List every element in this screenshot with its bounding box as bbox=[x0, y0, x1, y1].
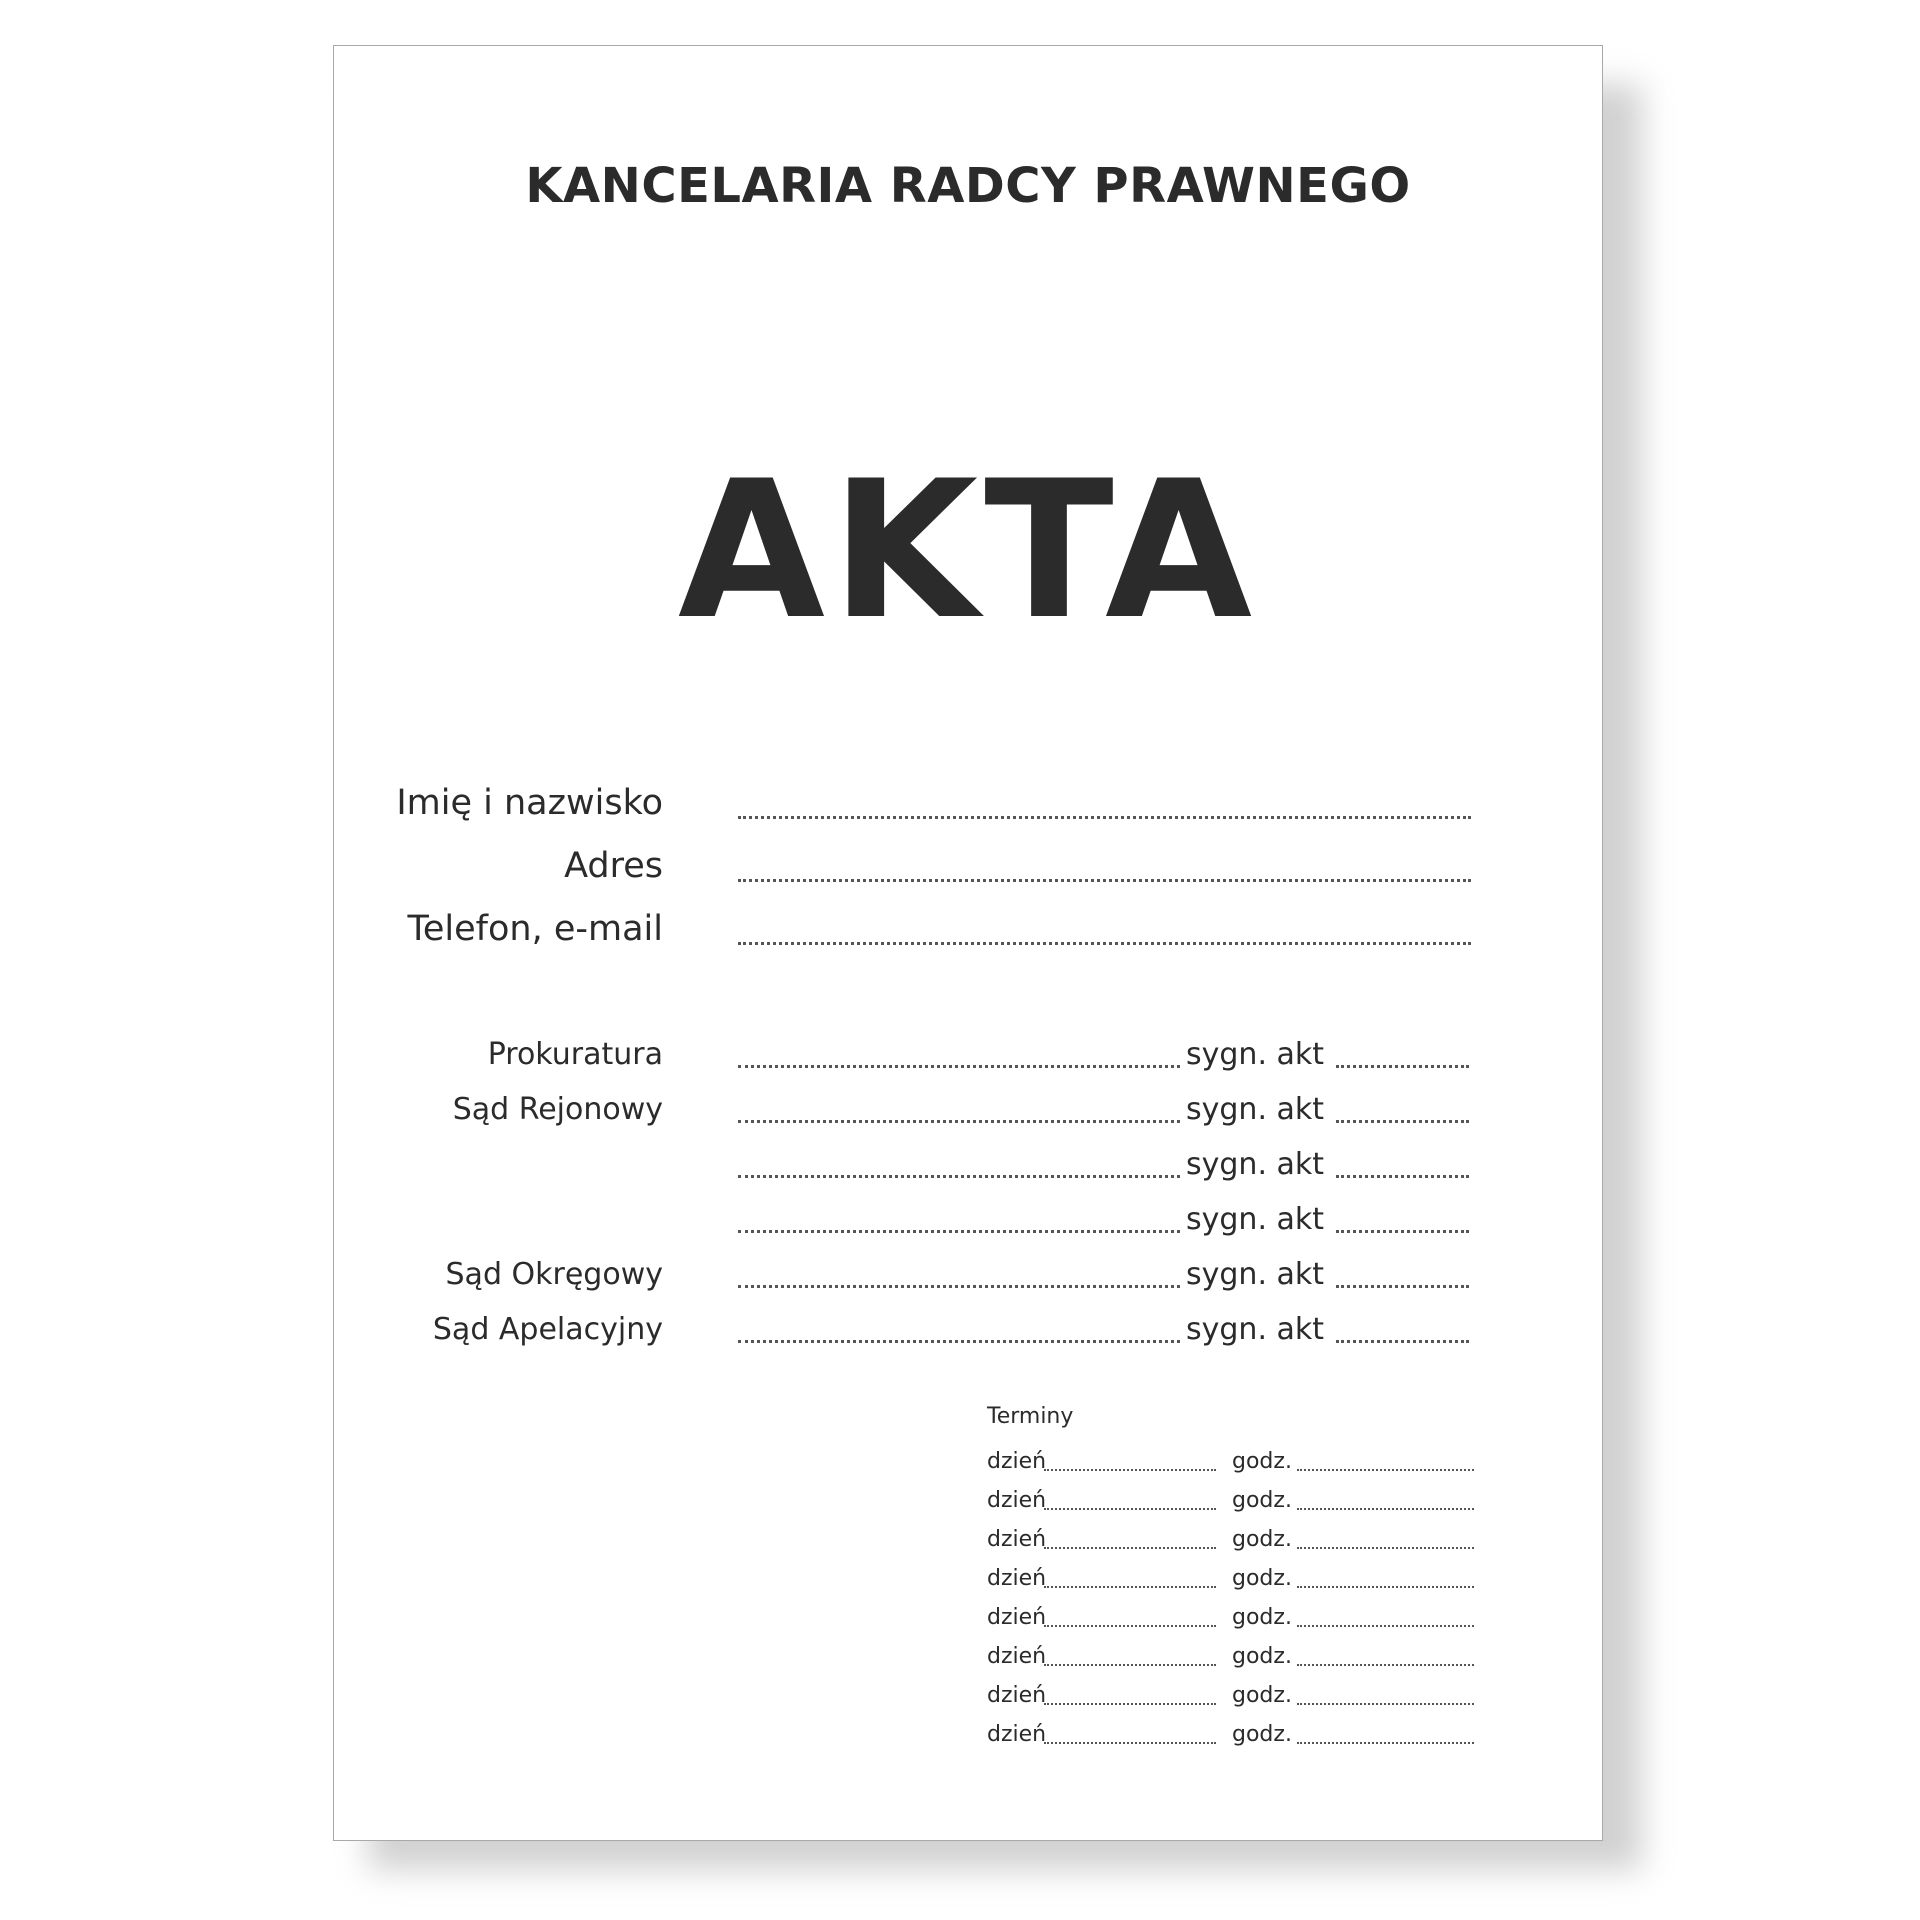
dotted-line bbox=[1297, 1508, 1474, 1510]
day-label: dzień bbox=[987, 1722, 1047, 1747]
dotted-line bbox=[738, 1065, 1180, 1068]
document-title: AKTA bbox=[677, 440, 1259, 661]
dotted-line bbox=[738, 816, 1471, 819]
case-ref-label: sygn. akt bbox=[1186, 1147, 1325, 1182]
deadline-row bbox=[334, 1602, 1604, 1634]
dotted-line bbox=[1044, 1469, 1216, 1471]
case-ref-label: sygn. akt bbox=[1186, 1312, 1325, 1347]
deadline-row bbox=[334, 1485, 1604, 1517]
court-label: Sąd Apelacyjny bbox=[432, 1312, 663, 1347]
dotted-line bbox=[1297, 1469, 1474, 1471]
day-label: dzień bbox=[987, 1449, 1047, 1474]
dotted-line bbox=[738, 1120, 1180, 1123]
dotted-line bbox=[1297, 1625, 1474, 1627]
court-label: Sąd Okręgowy bbox=[445, 1257, 663, 1292]
case-ref-label: sygn. akt bbox=[1186, 1037, 1325, 1072]
dotted-line bbox=[1336, 1175, 1469, 1178]
dotted-line bbox=[1044, 1703, 1216, 1705]
field-address bbox=[334, 842, 1604, 892]
field-label: Adres bbox=[564, 846, 663, 886]
field-label: Telefon, e-mail bbox=[407, 909, 663, 949]
deadlines-title: Terminy bbox=[987, 1404, 1074, 1429]
dotted-line bbox=[1044, 1547, 1216, 1549]
court-label: Prokuratura bbox=[487, 1037, 663, 1072]
deadline-row bbox=[334, 1719, 1604, 1751]
deadline-row bbox=[334, 1563, 1604, 1595]
court-row-okregowy bbox=[334, 1251, 1604, 1297]
dotted-line bbox=[1336, 1065, 1469, 1068]
document-cover bbox=[333, 45, 1603, 1841]
deadline-row bbox=[334, 1524, 1604, 1556]
dotted-line bbox=[1297, 1664, 1474, 1666]
hour-label: godz. bbox=[1232, 1683, 1292, 1708]
dotted-line bbox=[1297, 1703, 1474, 1705]
dotted-line bbox=[1297, 1547, 1474, 1549]
hour-label: godz. bbox=[1232, 1566, 1292, 1591]
court-row-rejonowy bbox=[334, 1086, 1604, 1132]
dotted-line bbox=[1336, 1230, 1469, 1233]
day-label: dzień bbox=[987, 1488, 1047, 1513]
dotted-line bbox=[738, 879, 1471, 882]
dotted-line bbox=[738, 1340, 1180, 1343]
dotted-line bbox=[738, 1230, 1180, 1233]
hour-label: godz. bbox=[1232, 1605, 1292, 1630]
field-contact bbox=[334, 905, 1604, 955]
dotted-line bbox=[1336, 1340, 1469, 1343]
court-row-blank-2 bbox=[334, 1196, 1604, 1242]
day-label: dzień bbox=[987, 1683, 1047, 1708]
dotted-line bbox=[738, 942, 1471, 945]
deadline-row bbox=[334, 1446, 1604, 1478]
day-label: dzień bbox=[987, 1527, 1047, 1552]
dotted-line bbox=[738, 1285, 1180, 1288]
day-label: dzień bbox=[987, 1605, 1047, 1630]
dotted-line bbox=[1336, 1120, 1469, 1123]
dotted-line bbox=[1044, 1664, 1216, 1666]
hour-label: godz. bbox=[1232, 1449, 1292, 1474]
case-ref-label: sygn. akt bbox=[1186, 1202, 1325, 1237]
office-title: KANCELARIA RADCY PRAWNEGO bbox=[525, 158, 1411, 214]
dotted-line bbox=[1044, 1586, 1216, 1588]
hour-label: godz. bbox=[1232, 1488, 1292, 1513]
dotted-line bbox=[1044, 1508, 1216, 1510]
hour-label: godz. bbox=[1232, 1527, 1292, 1552]
court-row-prokuratura bbox=[334, 1031, 1604, 1077]
deadline-row bbox=[334, 1641, 1604, 1673]
dotted-line bbox=[1044, 1742, 1216, 1744]
dotted-line bbox=[1336, 1285, 1469, 1288]
dotted-line bbox=[1044, 1625, 1216, 1627]
dotted-line bbox=[1297, 1742, 1474, 1744]
court-label: Sąd Rejonowy bbox=[452, 1092, 663, 1127]
court-row-blank-1 bbox=[334, 1141, 1604, 1187]
day-label: dzień bbox=[987, 1566, 1047, 1591]
dotted-line bbox=[1297, 1586, 1474, 1588]
case-ref-label: sygn. akt bbox=[1186, 1257, 1325, 1292]
deadline-row bbox=[334, 1680, 1604, 1712]
field-name bbox=[334, 779, 1604, 829]
court-row-apelacyjny bbox=[334, 1306, 1604, 1352]
hour-label: godz. bbox=[1232, 1722, 1292, 1747]
dotted-line bbox=[738, 1175, 1180, 1178]
case-ref-label: sygn. akt bbox=[1186, 1092, 1325, 1127]
day-label: dzień bbox=[987, 1644, 1047, 1669]
hour-label: godz. bbox=[1232, 1644, 1292, 1669]
field-label: Imię i nazwisko bbox=[396, 783, 663, 823]
